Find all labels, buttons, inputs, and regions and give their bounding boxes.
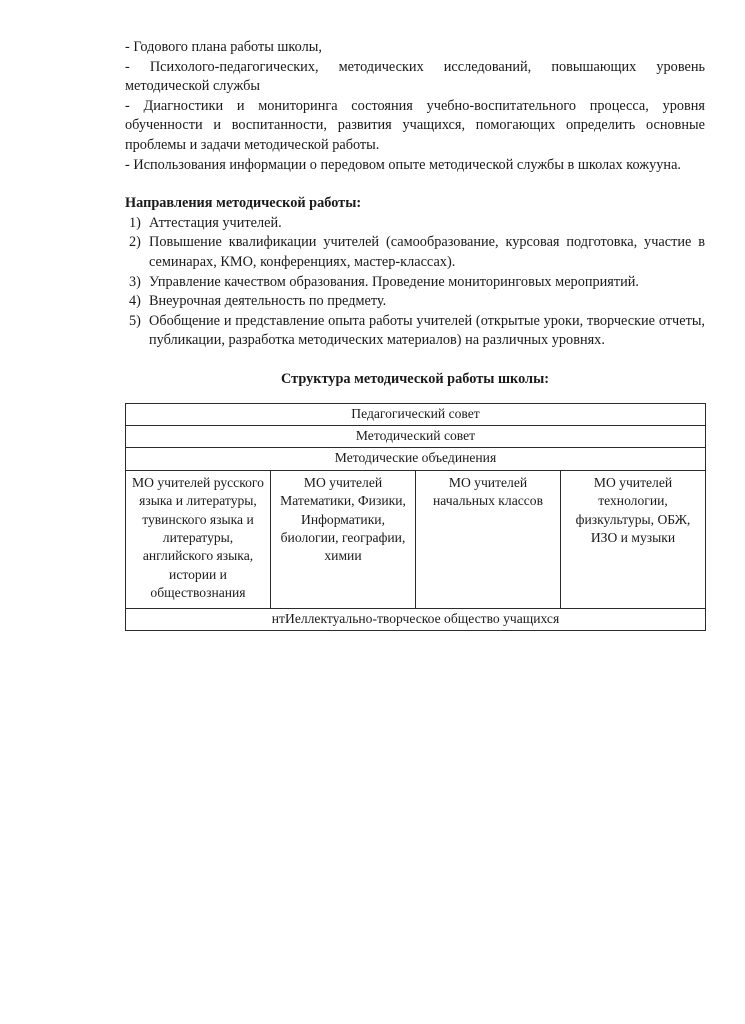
list-item — [125, 233, 705, 272]
directions-heading: Направления методической работы: — [125, 195, 362, 212]
row-methodical-associations-header: Методические объединения — [126, 448, 706, 470]
list-item — [125, 312, 705, 351]
list-item-number: 2) — [129, 234, 141, 251]
table-row — [126, 608, 706, 630]
list-item-label: Обобщение и представление опыта работы учителей (открытые уроки, творческие отчеты, публикации, разработка методических материалов) на различных уровнях. — [149, 312, 705, 349]
intro-paragraph-2: - Психолого-педагогических, методических исследований, повышающих уровень методической службы — [125, 58, 705, 95]
column-mo-sciences: МО учителей Математики, Физики, Информатики, биологии, географии, химии — [271, 470, 416, 608]
list-item — [125, 273, 705, 293]
column-mo-languages: МО учителей русского языка и литературы, тувинского языка и литературы, английского языка, истории и обществознания — [126, 470, 271, 608]
column-mo-primary: МО учителей начальных классов — [416, 470, 561, 608]
structure-title: Структура методической работы школы: — [280, 370, 549, 387]
paragraph-spacer — [125, 175, 705, 194]
structure-table — [125, 403, 706, 632]
table-row — [126, 470, 706, 608]
list-item-label: Аттестация учителей. — [149, 214, 282, 231]
intro-paragraph-3: - Диагностики и мониторинга состояния учебно-воспитательного процесса, уровня обученности и воспитанности, развития учащихся, помогающих определить основные проблемы и задачи методической работы. — [125, 97, 705, 153]
list-item — [125, 292, 705, 312]
list-item-label: Управление качеством образования. Проведение мониторинговых мероприятий. — [149, 273, 639, 290]
list-item — [125, 214, 705, 234]
structure-table-wrap — [125, 403, 705, 632]
directions-list — [125, 214, 705, 351]
column-mo-technology: МО учителей технологии, физкультуры, ОБЖ, ИЗО и музыки — [561, 470, 706, 608]
list-item-label: Внеурочная деятельность по предмету. — [149, 293, 387, 310]
document-content — [125, 38, 705, 631]
intro-paragraph-4: - Использования информации о передовом опыте методической службы в школах кожууна. — [125, 156, 681, 173]
table-row — [126, 425, 706, 447]
list-item-number: 3) — [129, 273, 141, 290]
list-item-number: 5) — [129, 312, 141, 329]
row-student-society: нтИеллектуально-творческое общество учащихся — [126, 608, 706, 630]
table-row — [126, 448, 706, 470]
list-item-number: 1) — [129, 214, 141, 231]
section-spacer — [125, 351, 705, 370]
intro-paragraph-1: - Годового плана работы школы, — [125, 39, 322, 55]
list-item-number: 4) — [129, 293, 141, 310]
row-methodical-council: Методический совет — [126, 425, 706, 447]
row-pedagogical-council: Педагогический совет — [126, 403, 706, 425]
list-item-label: Повышение квалификации учителей (самообразование, курсовая подготовка, участие в семинарах, КМО, конференциях, мастер-классах). — [149, 234, 705, 270]
table-row — [126, 403, 706, 425]
